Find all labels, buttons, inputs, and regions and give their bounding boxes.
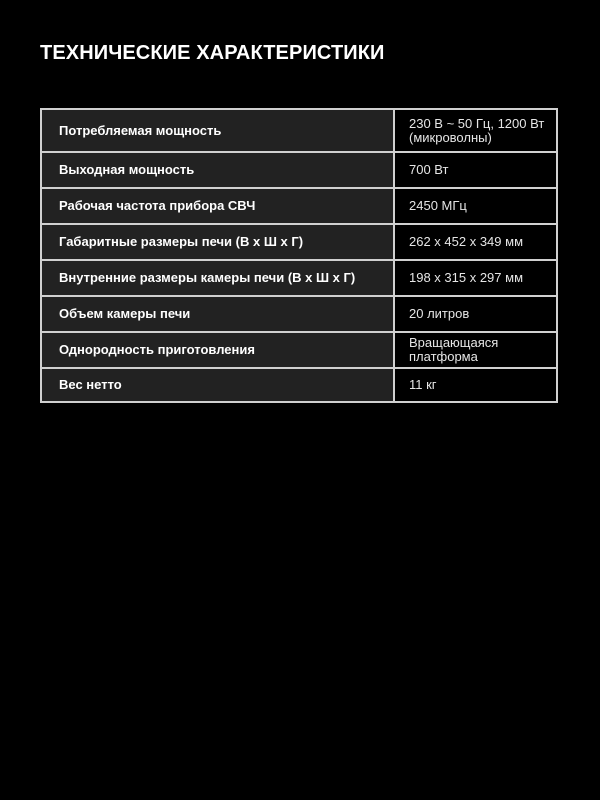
- spec-label-frequency: Рабочая частота прибора СВЧ: [41, 188, 394, 224]
- table-row: [41, 332, 557, 368]
- spec-value-net-weight: 11 кг: [394, 368, 557, 402]
- spec-label-external-dimensions: Габаритные размеры печи (В x Ш x Г): [41, 224, 394, 260]
- spec-label-net-weight: Вес нетто: [41, 368, 394, 402]
- spec-value-line: (микроволны): [409, 129, 492, 145]
- table-row: [41, 109, 557, 152]
- spec-value-external-dimensions: 262 x 452 x 349 мм: [394, 224, 557, 260]
- spec-label-cavity-volume: Объем камеры печи: [41, 296, 394, 332]
- table-row: [41, 296, 557, 332]
- spec-value-power-consumption: [394, 109, 557, 152]
- spec-value-output-power: 700 Вт: [394, 152, 557, 188]
- spec-value-cooking-uniformity: Вращающаяся платформа: [394, 332, 557, 368]
- spec-label-cooking-uniformity: Однородность приготовления: [41, 332, 394, 368]
- spec-value-internal-dimensions: 198 x 315 x 297 мм: [394, 260, 557, 296]
- spec-value-cavity-volume: 20 литров: [394, 296, 557, 332]
- spec-label-internal-dimensions: Внутренние размеры камеры печи (В x Ш x Г): [41, 260, 394, 296]
- spec-label-power-consumption: Потребляемая мощность: [41, 109, 394, 152]
- spec-label-output-power: Выходная мощность: [41, 152, 394, 188]
- page-title: ТЕХНИЧЕСКИЕ ХАРАКТЕРИСТИКИ: [40, 42, 385, 64]
- table-row: [41, 260, 557, 296]
- table-row: [41, 368, 557, 402]
- spec-value-frequency: 2450 МГц: [394, 188, 557, 224]
- specifications-table: [40, 108, 558, 403]
- spec-value-line: 230 В ~ 50 Гц, 1200 Вт: [409, 115, 545, 131]
- table-row: [41, 224, 557, 260]
- table-row: [41, 152, 557, 188]
- table-row: [41, 188, 557, 224]
